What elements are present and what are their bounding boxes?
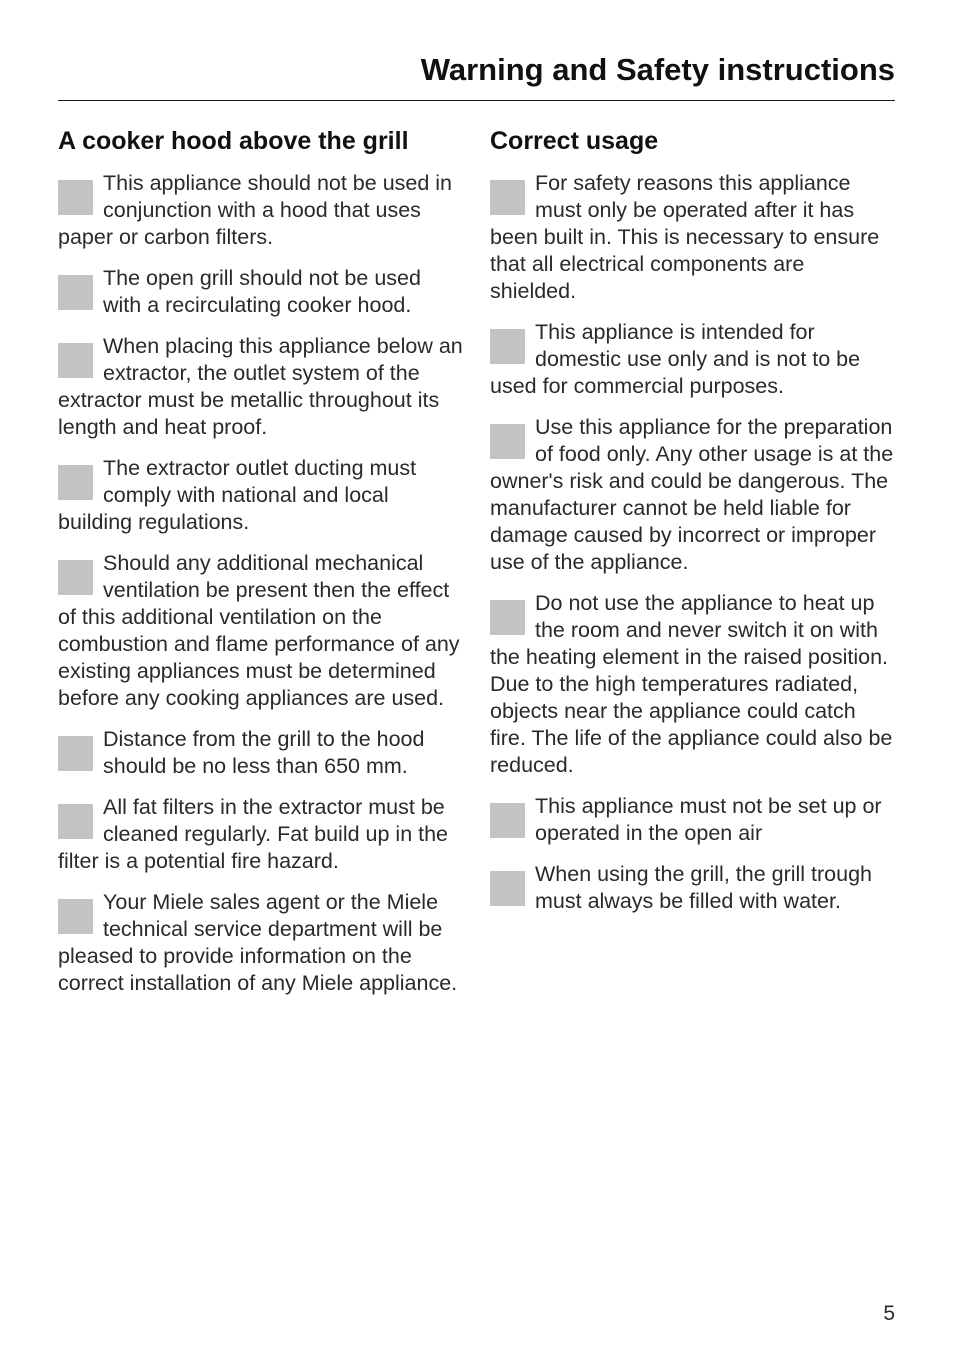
bullet-square-icon [490, 600, 525, 635]
bullet-square-icon [58, 275, 93, 310]
item-text: This appliance is intended for domestic use only and is not to be used for commercial purposes. [490, 320, 861, 398]
bullet-square-icon [490, 803, 525, 838]
item-text: The extractor outlet ducting must comply with national and local building regulations. [58, 456, 417, 534]
item-text: Use this appliance for the preparation of food only. Any other usage is at the owner's risk and could be dangerous. The manufacturer cannot be held liable for damage caused by incorrect or improper use of the appliance. [490, 415, 894, 574]
item-text: When placing this appliance below an extractor, the outlet system of the extractor must be metallic throughout its length and heat proof. [58, 334, 463, 439]
item-text: Distance from the grill to the hood should be no less than 650 mm. [103, 727, 425, 778]
list-item [58, 550, 464, 712]
item-text: Should any additional mechanical ventilation be present then the effect of this additional ventilation on the combustion and flame performance of any existing appliances must be determined before any cooking appliances are used. [58, 551, 460, 710]
bullet-square-icon [490, 424, 525, 459]
list-item [58, 726, 464, 780]
right-column [490, 125, 896, 929]
list-item [490, 590, 896, 779]
list-item [58, 170, 464, 251]
item-text: Your Miele sales agent or the Miele technical service department will be pleased to provide information on the correct installation of any Miele appliance. [58, 890, 458, 995]
bullet-square-icon [490, 871, 525, 906]
bullet-square-icon [58, 736, 93, 771]
page-title: Warning and Safety instructions [420, 52, 895, 87]
list-item [58, 265, 464, 319]
section-title-correct-usage: Correct usage [490, 127, 659, 155]
list-item [490, 319, 896, 400]
bullet-square-icon [490, 329, 525, 364]
list-item [58, 455, 464, 536]
list-item [58, 889, 464, 997]
list-item [490, 414, 896, 576]
bullet-square-icon [58, 465, 93, 500]
item-text: All fat filters in the extractor must be cleaned regularly. Fat build up in the filter is a potential fire hazard. [58, 795, 449, 873]
item-text: Do not use the appliance to heat up the room and never switch it on with the heating element in the raised position. Due to the high temperatures radiated, objects near the appliance could catch fire. The life of the appliance could also be reduced. [490, 591, 893, 777]
page-number: 5 [883, 1302, 895, 1325]
header-divider [58, 100, 895, 101]
bullet-square-icon [490, 180, 525, 215]
list-item [490, 170, 896, 305]
item-text: This appliance must not be set up or operated in the open air [535, 794, 882, 845]
item-text: This appliance should not be used in conjunction with a hood that uses paper or carbon filters. [58, 171, 453, 249]
list-item [58, 794, 464, 875]
bullet-square-icon [58, 899, 93, 934]
section-title-cooker-hood: A cooker hood above the grill [58, 127, 409, 155]
left-column [58, 125, 464, 1011]
bullet-square-icon [58, 180, 93, 215]
item-text: When using the grill, the grill trough must always be filled with water. [535, 862, 873, 913]
item-text: For safety reasons this appliance must only be operated after it has been built in. This is necessary to ensure that all electrical components are shielded. [490, 171, 880, 303]
list-item [58, 333, 464, 441]
bullet-square-icon [58, 343, 93, 378]
bullet-square-icon [58, 804, 93, 839]
list-item [490, 861, 896, 915]
bullet-square-icon [58, 560, 93, 595]
list-item [490, 793, 896, 847]
item-text: The open grill should not be used with a recirculating cooker hood. [103, 266, 421, 317]
